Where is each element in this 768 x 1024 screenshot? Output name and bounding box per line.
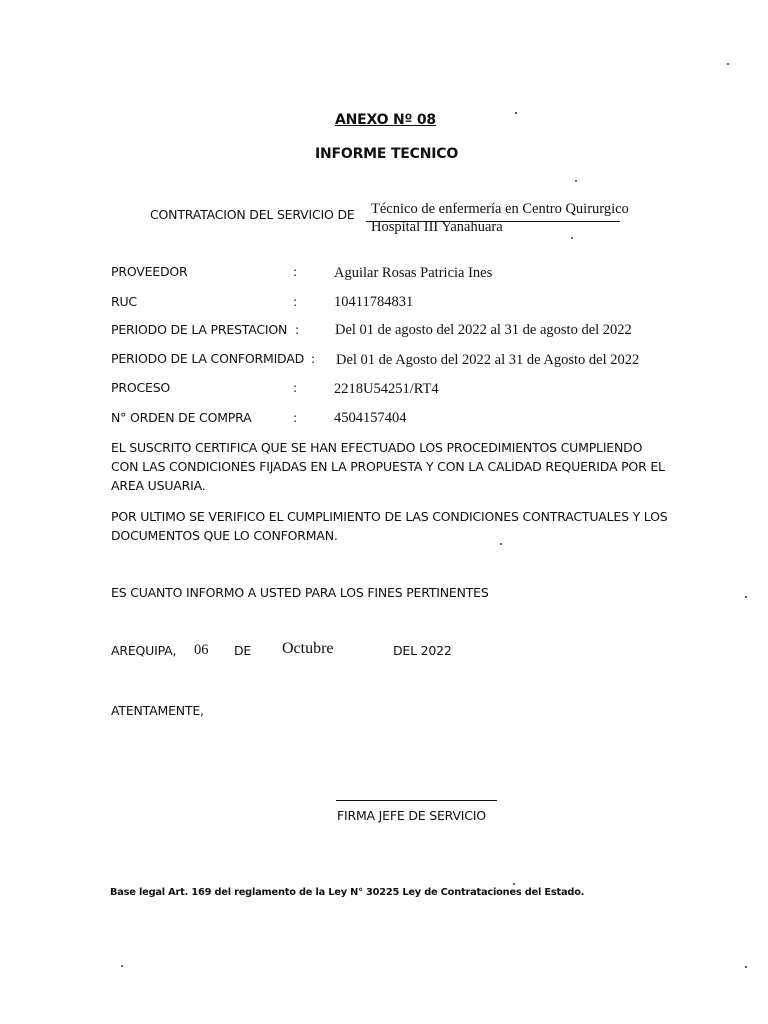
date-city: AREQUIPA,	[111, 643, 177, 658]
closing-statement: ES CUANTO INFORMO A USTED PARA LOS FINES PERTINENTES	[111, 585, 489, 600]
service-line-1: Técnico de enfermería en Centro Quirurgico	[371, 201, 629, 217]
orden-compra-value: 4504157404	[334, 410, 407, 426]
ruc-separator: :	[293, 294, 298, 309]
scan-speck	[745, 596, 747, 598]
date-day: 06	[194, 642, 209, 658]
proveedor-value: Aguilar Rosas Patricia Ines	[334, 265, 493, 281]
orden-compra-separator: :	[293, 410, 298, 425]
periodo-prestacion-value: Del 01 de agosto del 2022 al 31 de agosto del 2022	[335, 322, 632, 338]
date-de: DE	[234, 643, 252, 658]
periodo-prestacion-label: PERIODO DE LA PRESTACION	[111, 322, 288, 337]
document-title: ANEXO Nº 08	[335, 112, 436, 128]
ruc-label: RUC	[111, 294, 137, 309]
periodo-prestacion-separator: :	[295, 322, 300, 337]
document-subtitle: INFORME TECNICO	[315, 146, 459, 162]
scan-speck	[515, 112, 517, 114]
periodo-conformidad-label: PERIODO DE LA CONFORMIDAD	[111, 351, 305, 366]
certification-paragraph: EL SUSCRITO CERTIFICA QUE SE HAN EFECTUADO LOS PROCEDIMIENTOS CUMPLIENDO CON LAS CONDICIONES FIJADAS EN LA PROPUESTA Y CON LA CALIDAD REQUERIDA POR EL AREA USUARIA.	[111, 440, 665, 493]
date-year: DEL 2022	[393, 643, 452, 658]
scan-speck	[745, 966, 747, 968]
scan-speck	[571, 237, 573, 239]
regards: ATENTAMENTE,	[111, 703, 204, 718]
proceso-label: PROCESO	[111, 380, 171, 395]
scan-speck	[575, 180, 577, 182]
verification-paragraph: POR ULTIMO SE VERIFICO EL CUMPLIMIENTO DE LAS CONDICIONES CONTRACTUALES Y LOS DOCUMENTOS QUE LO CONFORMAN.	[111, 509, 668, 543]
scan-speck	[121, 965, 123, 967]
periodo-conformidad-value: Del 01 de Agosto del 2022 al 31 de Agosto del 2022	[336, 352, 640, 368]
proveedor-separator: :	[293, 264, 298, 279]
ruc-value: 10411784831	[334, 294, 414, 310]
service-label: CONTRATACION DEL SERVICIO DE	[150, 207, 355, 222]
periodo-conformidad-separator: :	[311, 351, 316, 366]
proceso-separator: :	[293, 380, 298, 395]
legal-footer: Base legal Art. 169 del reglamento de la Ley N° 30225 Ley de Contrataciones del Estado.	[110, 887, 585, 898]
orden-compra-label: N° ORDEN DE COMPRA	[111, 410, 252, 425]
scan-speck	[500, 543, 502, 545]
proceso-value: 2218U54251/RT4	[334, 381, 439, 397]
date-month: Octubre	[282, 640, 334, 657]
scan-speck	[513, 883, 515, 885]
proveedor-label: PROVEEDOR	[111, 264, 188, 279]
signature-line	[336, 800, 497, 801]
service-line-2: Hospital III Yanahuara	[371, 219, 503, 235]
signature-label: FIRMA JEFE DE SERVICIO	[337, 808, 486, 823]
scan-speck	[727, 63, 729, 65]
